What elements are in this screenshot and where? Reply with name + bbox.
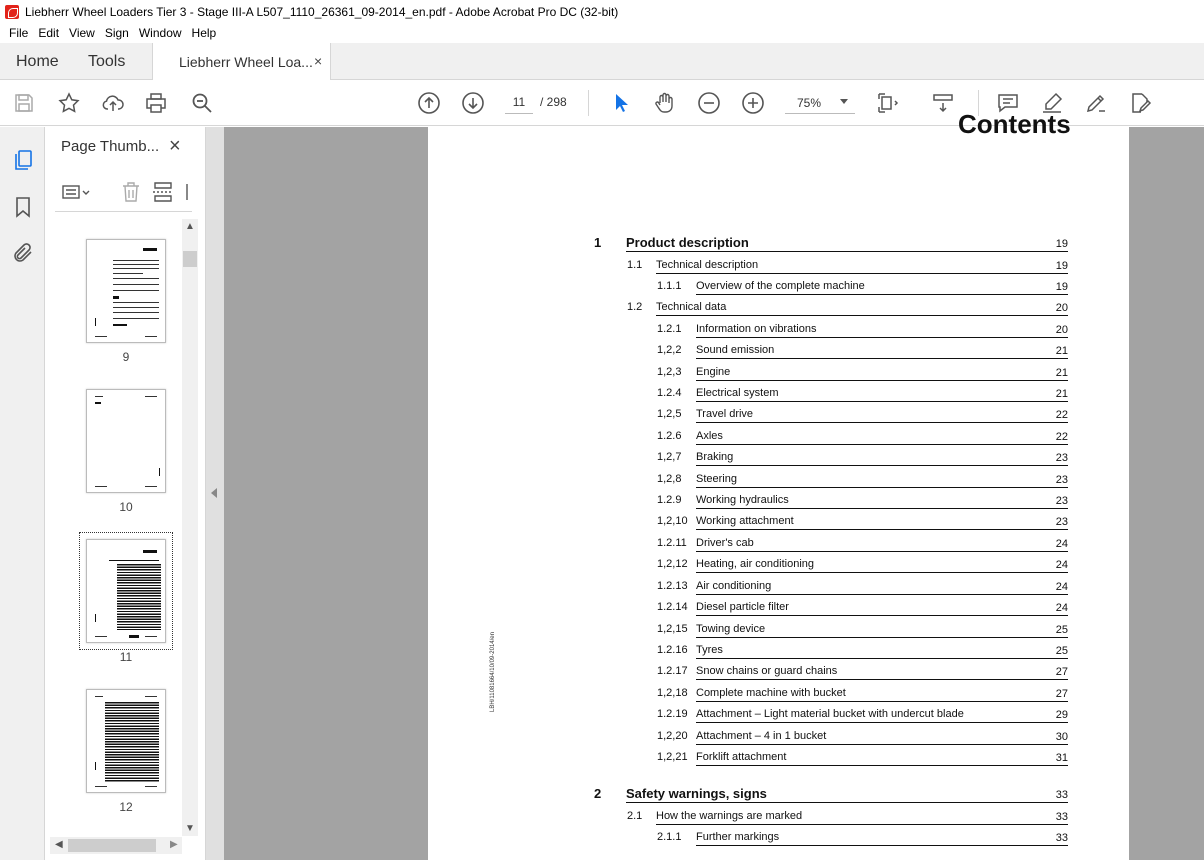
toc-underline — [656, 315, 1068, 316]
toc-underline — [696, 615, 1068, 616]
toc-entry-row[interactable] — [428, 494, 1128, 512]
toc-entry-number: 1,2,15 — [657, 623, 688, 635]
toc-entry-row[interactable] — [428, 515, 1128, 533]
toc-entry-page: 23 — [1055, 474, 1068, 486]
toc-entry-title: Overview of the complete machine — [696, 280, 865, 292]
toc-entry-title: Axles — [696, 430, 723, 442]
toc-entry-page: 20 — [1055, 324, 1068, 336]
toc-entry-page: 24 — [1055, 538, 1068, 550]
thumbnails-scrollbar[interactable] — [182, 219, 198, 836]
toc-entry-number: 1,2,10 — [657, 515, 688, 527]
toc-entry-row[interactable] — [428, 323, 1128, 341]
scroll-left-icon[interactable]: ◀ — [55, 839, 63, 850]
toc-entry-page: 23 — [1055, 495, 1068, 507]
toc-entry-number: 1,2,3 — [657, 366, 682, 378]
page-total-label: / 298 — [540, 95, 567, 109]
scroll-down-icon[interactable]: ▼ — [185, 823, 195, 834]
toc-entry-number: 1.2.4 — [657, 387, 682, 399]
toc-entry-number: 1.1.1 — [657, 280, 682, 292]
toc-entry-page: 19 — [1055, 238, 1068, 250]
toc-entry-title: Electrical system — [696, 387, 779, 399]
toc-underline — [696, 444, 1068, 445]
toc-entry-page: 21 — [1055, 345, 1068, 357]
tab-document-label: Liebherr Wheel Loa... — [179, 54, 313, 70]
save-icon[interactable] — [12, 91, 36, 115]
toc-entry-row[interactable] — [428, 687, 1128, 705]
menu-bar — [0, 23, 1204, 43]
page-fit-icon[interactable] — [876, 91, 900, 115]
toc-underline — [696, 594, 1068, 595]
page-thumbnail[interactable] — [86, 689, 166, 793]
toc-entry-page: 24 — [1055, 559, 1068, 571]
toc-underline — [696, 722, 1068, 723]
window-title: Liebherr Wheel Loaders Tier 3 - Stage III-A L507_1110_26361_09-2014_en.pdf - Adobe Acrobat Pro DC (32-bit) — [25, 4, 619, 19]
upload-cloud-icon[interactable] — [101, 91, 125, 115]
toc-entry-row[interactable] — [428, 601, 1128, 619]
toc-entry-page: 29 — [1055, 709, 1068, 721]
toc-entry-row[interactable] — [428, 558, 1128, 576]
scrollbar-thumb[interactable] — [183, 251, 197, 267]
toc-entry-title: Travel drive — [696, 408, 754, 420]
toc-entry-title: Working attachment — [696, 515, 794, 527]
edit-pdf-icon[interactable] — [1128, 91, 1152, 115]
toc-underline — [696, 529, 1068, 530]
toc-entry-title: Sound emission — [696, 344, 775, 356]
toc-entry-row[interactable] — [428, 831, 1128, 849]
toc-underline — [626, 251, 1068, 252]
toc-entry-row[interactable] — [428, 708, 1128, 726]
page-thumbnails-panel — [45, 127, 206, 860]
toc-underline — [696, 744, 1068, 745]
toc-entry-number: 1.2.9 — [657, 494, 682, 506]
toc-underline — [696, 508, 1068, 509]
toc-entry-row[interactable] — [428, 259, 1128, 277]
previous-page-icon[interactable] — [417, 91, 441, 115]
toc-entry-number: 2 — [594, 786, 602, 801]
toc-entry-title: Tyres — [696, 644, 723, 656]
toc-underline — [696, 765, 1068, 766]
toc-entry-title: Complete machine with bucket — [696, 687, 846, 699]
toc-entry-title: Forklift attachment — [696, 751, 787, 763]
scrolling-mode-icon[interactable] — [931, 91, 955, 115]
toc-underline — [696, 401, 1068, 402]
toc-entry-row[interactable] — [428, 301, 1128, 319]
toc-underline — [696, 422, 1068, 423]
toc-entry-row[interactable] — [428, 665, 1128, 683]
toc-entry-page: 19 — [1055, 260, 1068, 272]
toc-entry-page: 23 — [1055, 452, 1068, 464]
menu-view[interactable]: View — [69, 26, 95, 40]
toc-underline — [696, 294, 1068, 295]
toc-underline — [696, 465, 1068, 466]
toc-entry-row[interactable] — [428, 730, 1128, 748]
extract-pages-icon[interactable] — [151, 180, 175, 204]
toc-entry-row[interactable] — [428, 623, 1128, 641]
page-heading: Contents — [958, 109, 1071, 139]
select-cursor-icon[interactable] — [609, 91, 633, 115]
document-viewport[interactable] — [206, 109, 1204, 860]
toc-entry-number: 1.2 — [627, 301, 643, 313]
toc-entry-page: 30 — [1055, 731, 1068, 743]
page-number-input[interactable] — [505, 90, 533, 114]
horizontal-scrollbar-thumb[interactable] — [68, 839, 156, 852]
sign-pen-icon[interactable] — [1084, 91, 1108, 115]
zoom-out-icon[interactable] — [697, 91, 721, 115]
menu-sign[interactable]: Sign — [104, 26, 129, 40]
toc-underline — [656, 273, 1068, 274]
page-thumbnail[interactable] — [86, 389, 166, 493]
toc-entry-row[interactable] — [428, 451, 1128, 469]
print-icon[interactable] — [144, 91, 168, 115]
toc-underline — [696, 380, 1068, 381]
chevron-down-icon — [840, 99, 848, 104]
menu-file[interactable]: File — [9, 26, 29, 40]
toc-entry-page: 27 — [1055, 666, 1068, 678]
rotate-page-icon[interactable] — [183, 180, 193, 204]
toc-entry-title: How the warnings are marked — [656, 810, 803, 822]
toc-entry-row[interactable] — [428, 473, 1128, 491]
toc-entry-title: Braking — [696, 451, 734, 463]
menu-edit[interactable]: Edit — [38, 26, 60, 40]
toc-underline — [696, 637, 1068, 638]
toc-entry-title: Further markings — [696, 831, 780, 843]
toc-entry-number: 1.2.11 — [657, 537, 687, 549]
star-icon[interactable] — [57, 91, 81, 115]
toc-entry-number: 2.1.1 — [657, 831, 682, 843]
toc-entry-row[interactable] — [428, 366, 1128, 384]
thumbnail-page-number: 12 — [119, 800, 133, 814]
document-code-vertical: LBH/11081664/10/09-2014/en — [490, 632, 496, 712]
left-rail — [0, 127, 45, 860]
tab-document[interactable] — [152, 43, 331, 80]
toc-entry-page: 22 — [1055, 431, 1068, 443]
thumbnail-page-number: 10 — [119, 500, 133, 514]
toc-entry-title: Engine — [696, 366, 731, 378]
toc-entry-row[interactable] — [428, 580, 1128, 598]
toc-underline — [626, 802, 1068, 803]
toc-underline — [696, 337, 1068, 338]
thumbnail-page-number: 11 — [119, 650, 133, 664]
toc-entry-number: 1.2.19 — [657, 708, 688, 720]
toc-entry-row[interactable] — [428, 810, 1128, 828]
toc-entry-number: 1,2,7 — [657, 451, 682, 463]
toc-entry-number: 1.2.13 — [657, 580, 688, 592]
toc-entry-page: 27 — [1055, 688, 1068, 700]
toc-entry-page: 33 — [1055, 789, 1068, 801]
acrobat-logo-icon — [5, 5, 19, 19]
toc-underline — [696, 701, 1068, 702]
toc-underline — [696, 487, 1068, 488]
toc-entry-number: 1.2.1 — [657, 323, 682, 335]
toc-entry-title: Diesel particle filter — [696, 601, 789, 613]
pdf-page — [428, 109, 1129, 860]
toc-entry-title: Steering — [696, 473, 737, 485]
page-thumbnail[interactable] — [86, 239, 166, 343]
delete-trash-icon[interactable] — [119, 180, 143, 204]
page-thumbnail-selected[interactable] — [86, 539, 166, 643]
toc-entry-title: Towing device — [696, 623, 766, 635]
horizontal-scrollbar[interactable] — [50, 837, 182, 854]
toc-entry-row[interactable] — [428, 644, 1128, 662]
close-icon[interactable]: × — [169, 135, 181, 157]
toc-entry-row[interactable] — [428, 537, 1128, 555]
collapse-panel-arrow-icon[interactable] — [211, 488, 217, 498]
search-icon[interactable] — [190, 91, 214, 115]
toc-entry-row[interactable] — [428, 387, 1128, 405]
toc-underline — [656, 824, 1068, 825]
toc-entry-page: 24 — [1055, 602, 1068, 614]
next-page-icon[interactable] — [461, 91, 485, 115]
tab-close-icon[interactable]: × — [314, 53, 323, 69]
toc-entry-row[interactable] — [428, 280, 1128, 298]
toc-entry-title: Heating, air conditioning — [696, 558, 815, 570]
toc-entry-title: Air conditioning — [696, 580, 772, 592]
attachment-paperclip-icon[interactable] — [11, 241, 35, 265]
toolbar-divider — [588, 90, 589, 116]
toc-entry-number: 2.1 — [627, 810, 643, 822]
toc-entry-number: 1.2.17 — [657, 665, 688, 677]
toc-entry-title: Product description — [626, 235, 749, 250]
scroll-up-icon[interactable]: ▲ — [185, 221, 195, 232]
zoom-level-select[interactable] — [785, 90, 855, 114]
toc-entry-number: 1 — [594, 235, 602, 250]
toc-entry-number: 1,2,8 — [657, 473, 682, 485]
toc-entry-page: 19 — [1055, 281, 1068, 293]
panel-toolbar — [55, 177, 192, 212]
toc-entry-page: 24 — [1055, 581, 1068, 593]
toc-entry-title: Driver's cab — [696, 537, 754, 549]
toc-entry-page: 22 — [1055, 409, 1068, 421]
panel-title: Page Thumb... — [61, 138, 160, 155]
scroll-right-icon[interactable]: ▶ — [170, 839, 178, 850]
toc-entry-title: Snow chains or guard chains — [696, 665, 838, 677]
toc-entry-row[interactable] — [428, 430, 1128, 448]
toc-entry-number: 1.2.6 — [657, 430, 682, 442]
toc-entry-title: Working hydraulics — [696, 494, 789, 506]
thumbnail-page-number: 9 — [122, 350, 130, 364]
toc-chapter-row[interactable] — [428, 788, 1128, 806]
toc-entry-page: 33 — [1055, 832, 1068, 844]
toc-entry-number: 1.2.16 — [657, 644, 688, 656]
toc-underline — [696, 551, 1068, 552]
toc-entry-title: Technical data — [656, 301, 727, 313]
toc-entry-title: Safety warnings, signs — [626, 786, 767, 801]
toc-entry-row[interactable] — [428, 408, 1128, 426]
toc-entry-title: Attachment – Light material bucket with undercut blade — [696, 708, 964, 720]
toc-underline — [696, 358, 1068, 359]
toc-underline — [696, 572, 1068, 573]
toc-entry-title: Technical description — [656, 259, 759, 271]
menu-window[interactable]: Window — [138, 26, 182, 40]
toc-underline — [696, 845, 1068, 846]
title-bar — [0, 0, 1204, 23]
toc-entry-page: 21 — [1055, 367, 1068, 379]
toc-entry-number: 1.1 — [627, 259, 643, 271]
tab-home[interactable]: Home — [16, 53, 59, 70]
toc-entry-row[interactable] — [428, 751, 1128, 769]
toc-underline — [696, 658, 1068, 659]
tab-tools[interactable]: Tools — [88, 53, 126, 70]
menu-help[interactable]: Help — [191, 26, 217, 40]
toc-entry-page: 31 — [1055, 752, 1068, 764]
toc-entry-page: 20 — [1055, 302, 1068, 314]
toc-underline — [696, 679, 1068, 680]
toc-entry-page: 25 — [1055, 645, 1068, 657]
bookmark-icon[interactable] — [11, 195, 35, 219]
toc-entry-title: Attachment – 4 in 1 bucket — [696, 730, 827, 742]
toc-chapter-row[interactable] — [428, 237, 1128, 255]
toc-entry-number: 1,2,20 — [657, 730, 688, 742]
toc-entry-page: 25 — [1055, 624, 1068, 636]
hand-tool-icon[interactable] — [653, 91, 677, 115]
toc-entry-page: 23 — [1055, 516, 1068, 528]
zoom-level-value: 75% — [797, 96, 822, 110]
toc-entry-number: 1,2,5 — [657, 408, 682, 420]
toc-entry-number: 1,2,21 — [657, 751, 688, 763]
toc-entry-row[interactable] — [428, 344, 1128, 362]
page-thumbnails-icon[interactable] — [11, 148, 35, 172]
toc-entry-page: 21 — [1055, 388, 1068, 400]
toc-entry-number: 1,2,2 — [657, 344, 682, 356]
toc-entry-title: Information on vibrations — [696, 323, 817, 335]
zoom-in-icon[interactable] — [741, 91, 765, 115]
tab-bar — [0, 43, 1204, 80]
toc-entry-page: 33 — [1055, 811, 1068, 823]
toc-entry-number: 1,2,18 — [657, 687, 688, 699]
toc-entry-number: 1.2.14 — [657, 601, 688, 613]
options-menu-icon[interactable] — [61, 181, 91, 203]
toc-entry-number: 1,2,12 — [657, 558, 688, 570]
